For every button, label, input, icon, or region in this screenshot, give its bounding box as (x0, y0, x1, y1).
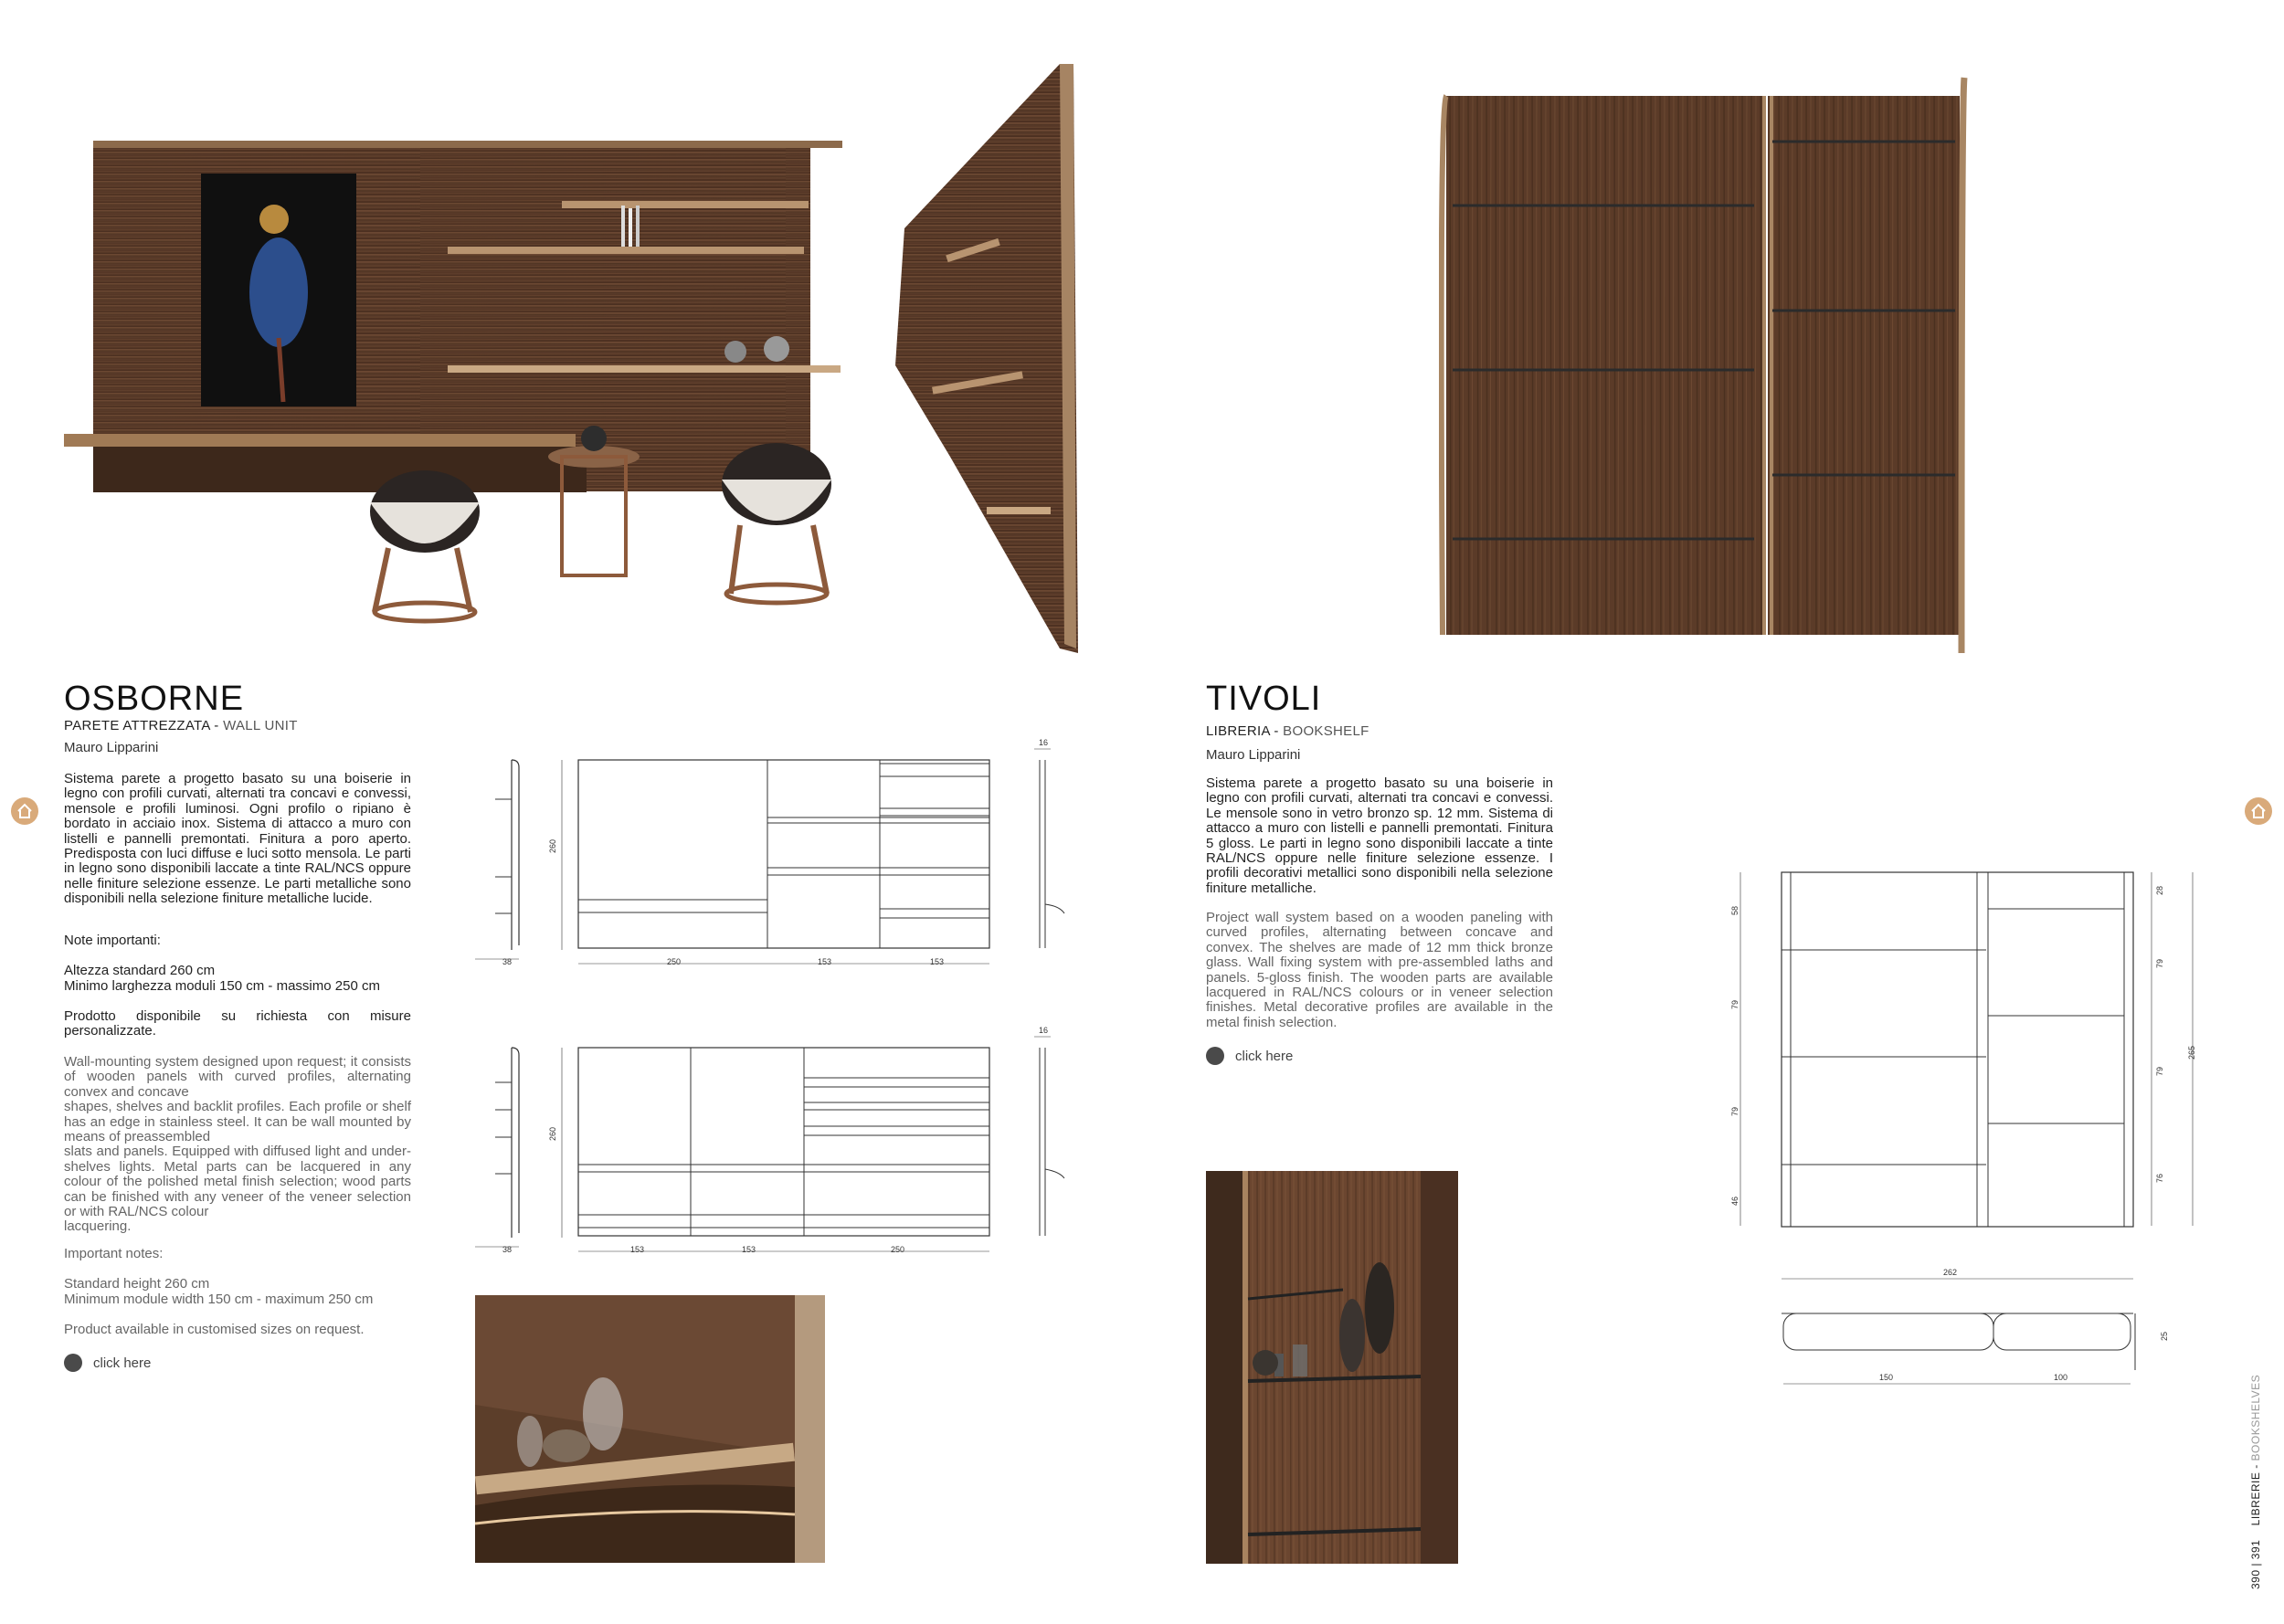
osborne-desc-en: Wall-mounting system designed upon request; it consists of wooden panels with curved profiles, alternating convex and concave shapes, shelves and backlit profiles. Each profile or shelf has an edge in stainless steel. It can be wall mounted by means of preassembled slats and panels. Equipped with diffused light and under-shelves lights. Metal parts can be lacquered in any colour of the polished metal finish selection; wood parts can be finished with any veneer of the veneer selection or with RAL/NCS colour lacquering. (64, 1054, 411, 1235)
osborne-height-en: Standard height 260 cm (64, 1276, 210, 1292)
tivoli-desc-en: Project wall system based on a wooden paneling with curved profiles, alternating between concave and convex. The shelves are made of 12 mm thick bronze glass. Wall fixing system with pre-assembled laths and panels. 5-gloss finish. The wooden parts are available lacquered in RAL/NCS colours or in veneer selection finishes. Metal decorative profiles are available in the metal finish selection. (1206, 910, 1553, 1030)
osborne-subtitle (64, 718, 298, 733)
osborne-subtitle-it: PARETE ATTREZZATA - (64, 718, 219, 733)
tivoli-click-here-label: click here (1235, 1048, 1294, 1064)
tivoli-technical-drawing (1727, 868, 2211, 1397)
tivoli-dim-left-4: 46 (1730, 1196, 1739, 1206)
drawing1-top: 16 (1039, 738, 1049, 747)
tivoli-dim-right-4: 76 (2155, 1173, 2164, 1183)
drawing1-w1: 250 (667, 957, 682, 966)
osborne-width-en: Minimum module width 150 cm - maximum 250 cm (64, 1292, 374, 1307)
page-numbers: 390 | 391 (2249, 1539, 2262, 1589)
drawing2-depth: 38 (502, 1245, 513, 1254)
osborne-technical-drawing-1 (475, 731, 1087, 973)
osborne-click-here-link[interactable] (64, 1354, 151, 1372)
page-footer-vertical (2249, 1375, 2262, 1589)
tivoli-title: TIVOLI (1206, 680, 1322, 718)
tivoli-subtitle-it: LIBRERIA - (1206, 723, 1279, 739)
osborne-custom-it: Prodotto disponibile su richiesta con misure personalizzate. (64, 1008, 411, 1039)
osborne-click-here-label: click here (93, 1355, 152, 1371)
osborne-title: OSBORNE (64, 680, 245, 718)
home-icon (16, 803, 33, 819)
osborne-width-it: Minimo larghezza moduli 150 cm - massimo 250 cm (64, 978, 380, 994)
osborne-notes-label-en: Important notes: (64, 1246, 164, 1261)
osborne-technical-drawing-2 (475, 1018, 1087, 1260)
tivoli-dim-w2: 100 (2054, 1373, 2068, 1382)
drawing1-w3: 153 (930, 957, 945, 966)
drawing2-w1: 153 (630, 1245, 645, 1254)
tivoli-subtitle (1206, 723, 1369, 739)
home-button-right[interactable] (2245, 797, 2272, 825)
tivoli-dim-right-2: 79 (2155, 958, 2164, 968)
osborne-designer: Mauro Lipparini (64, 740, 159, 755)
tivoli-detail-photo (1206, 1171, 1458, 1564)
osborne-main-photo (55, 64, 1096, 658)
drawing1-height: 260 (548, 838, 557, 853)
drawing2-height: 260 (548, 1126, 557, 1141)
tivoli-dim-right-3: 79 (2155, 1066, 2164, 1076)
tivoli-dim-left-1: 58 (1730, 905, 1739, 915)
osborne-height-it: Altezza standard 260 cm (64, 963, 216, 978)
bullet-dot-icon (1206, 1047, 1224, 1065)
tivoli-designer: Mauro Lipparini (1206, 747, 1301, 763)
drawing2-w2: 153 (742, 1245, 756, 1254)
home-icon (2250, 803, 2267, 819)
bullet-dot-icon (64, 1354, 82, 1372)
drawing2-w3: 250 (891, 1245, 905, 1254)
tivoli-main-photo (1439, 69, 1978, 653)
tivoli-dim-left-2: 79 (1730, 999, 1739, 1009)
osborne-subtitle-en: WALL UNIT (218, 718, 298, 733)
tivoli-dim-right-1: 28 (2155, 885, 2164, 895)
tivoli-dim-total-w: 262 (1943, 1268, 1958, 1277)
drawing2-top: 16 (1039, 1026, 1049, 1035)
drawing1-w2: 153 (818, 957, 832, 966)
osborne-notes-label-it: Note importanti: (64, 933, 161, 948)
home-button-left[interactable] (11, 797, 38, 825)
drawing1-depth: 38 (502, 957, 513, 966)
tivoli-dim-depth: 25 (2160, 1331, 2169, 1341)
osborne-desc-it: Sistema parete a progetto basato su una boiserie in legno con profili curvati, alternati tra concavi e convessi, mensole e profili luminosi. Ogni profilo o ripiano è bordato in acciaio inox. Sistema di attacco a muro con listelli e pannelli premontati. Finitura a poro aperto. Predisposta con luci diffuse e luci sotto mensola. Le parti in legno sono disponibili laccate a tinte RAL/NCS oppure nelle finiture selezione essenze. Le parti metalliche sono disponibili nella selezione finiture metalliche lucide. (64, 771, 411, 907)
tivoli-dim-total-h: 265 (2187, 1045, 2196, 1060)
tivoli-dim-left-3: 79 (1730, 1106, 1739, 1116)
tivoli-click-here-link[interactable] (1206, 1047, 1293, 1065)
tivoli-dim-w1: 150 (1879, 1373, 1894, 1382)
tivoli-desc-it: Sistema parete a progetto basato su una boiserie in legno con profili curvati, alternati tra concavi e convessi. Le mensole sono in vetro bronzo sp. 12 mm. Sistema di attacco a muro con listelli e pannelli premontati. Finitura 5 gloss. Le parti in legno sono disponibili laccate a tinte RAL/NCS oppure nelle finiture selezione essenze. I profili decorativi metallici sono disponibili nella selezione finiture metalliche. (1206, 775, 1553, 896)
section-label: LIBRERIE - (2249, 1464, 2262, 1526)
osborne-custom-en: Product available in customised sizes on request. (64, 1322, 365, 1337)
osborne-detail-photo (475, 1295, 825, 1563)
tivoli-subtitle-en: BOOKSHELF (1278, 723, 1369, 739)
section-label-en: BOOKSHELVES (2249, 1374, 2262, 1465)
